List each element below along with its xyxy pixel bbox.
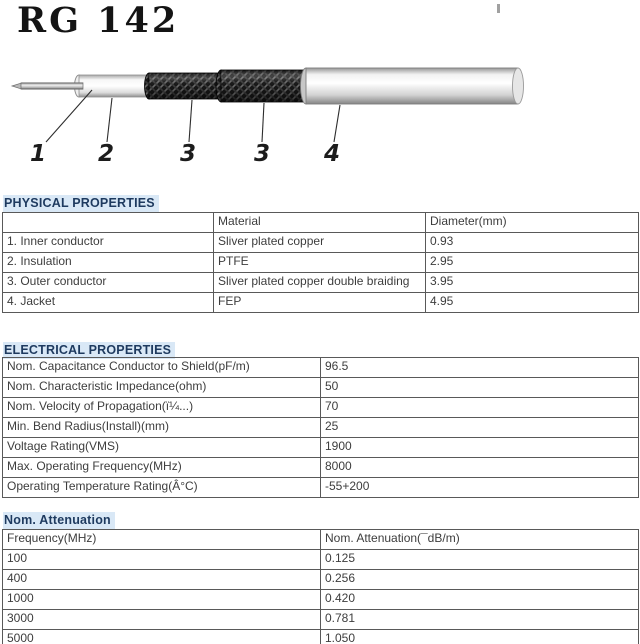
table-cell: 1. Inner conductor — [3, 233, 214, 253]
part-number-labels — [30, 141, 340, 167]
part-number-label: 3 — [254, 141, 271, 167]
table-header-cell: Diameter(mm) — [426, 213, 639, 233]
table-row — [3, 398, 639, 418]
table-row — [3, 418, 639, 438]
table-cell: Nom. Velocity of Propagation(ï¼...) — [3, 398, 321, 418]
cable-diagram — [0, 56, 640, 168]
table-header-row — [3, 530, 639, 550]
table-cell: 25 — [321, 418, 639, 438]
table-cell: -55+200 — [321, 478, 639, 498]
table-row — [3, 478, 639, 498]
table-row — [3, 358, 639, 378]
electrical-properties-table — [2, 357, 639, 498]
table-cell: 2. Insulation — [3, 253, 214, 273]
table-cell: Nom. Characteristic Impedance(ohm) — [3, 378, 321, 398]
table-cell: 0.93 — [426, 233, 639, 253]
table-header-row — [3, 213, 639, 233]
table-cell: 0.420 — [321, 590, 639, 610]
inner-conductor-graphic — [12, 83, 83, 89]
table-cell: 5000 — [3, 630, 321, 644]
table-cell: 0.781 — [321, 610, 639, 630]
table-cell: 3000 — [3, 610, 321, 630]
leader-line — [107, 98, 112, 142]
nom-attenuation-heading: Nom. Attenuation — [3, 512, 115, 529]
table-cell: 3.95 — [426, 273, 639, 293]
table-row — [3, 630, 639, 644]
table-row — [3, 550, 639, 570]
electrical-properties-heading: ELECTRICAL PROPERTIES — [3, 342, 175, 359]
leader-line — [46, 90, 92, 142]
table-row — [3, 293, 639, 313]
table-cell: 1000 — [3, 590, 321, 610]
insulation-graphic — [75, 75, 150, 97]
table-row — [3, 273, 639, 293]
table-cell: 3. Outer conductor — [3, 273, 214, 293]
table-header-cell: Frequency(MHz) — [3, 530, 321, 550]
table-header-cell — [3, 213, 214, 233]
table-cell: 1900 — [321, 438, 639, 458]
table-row — [3, 570, 639, 590]
leader-line — [334, 105, 340, 142]
stray-mark — [497, 4, 500, 13]
table-row — [3, 233, 639, 253]
table-cell: 2.95 — [426, 253, 639, 273]
table-cell: Sliver plated copper double braiding — [214, 273, 426, 293]
table-cell: Max. Operating Frequency(MHz) — [3, 458, 321, 478]
part-number-label: 1 — [30, 141, 47, 167]
part-number-label: 4 — [324, 141, 341, 167]
table-cell: 4.95 — [426, 293, 639, 313]
physical-properties-table — [2, 212, 639, 313]
table-cell: Min. Bend Radius(Install)(mm) — [3, 418, 321, 438]
part-number-label: 2 — [98, 141, 115, 167]
table-row — [3, 610, 639, 630]
leader-line — [262, 103, 264, 142]
table-row — [3, 253, 639, 273]
jacket-graphic — [301, 68, 524, 104]
table-header-cell: Nom. Attenuation(¯dB/m) — [321, 530, 639, 550]
table-cell: Nom. Capacitance Conductor to Shield(pF/m) — [3, 358, 321, 378]
page-title: RG 142 — [17, 0, 180, 41]
attenuation-table — [2, 529, 639, 644]
table-cell: Operating Temperature Rating(Â°C) — [3, 478, 321, 498]
braid-1-graphic — [145, 73, 221, 99]
table-cell: FEP — [214, 293, 426, 313]
table-cell: 1.050 — [321, 630, 639, 644]
table-row — [3, 590, 639, 610]
table-cell: 400 — [3, 570, 321, 590]
part-number-label: 3 — [180, 141, 197, 167]
table-cell: PTFE — [214, 253, 426, 273]
table-cell: 50 — [321, 378, 639, 398]
table-cell: 4. Jacket — [3, 293, 214, 313]
table-cell: 0.256 — [321, 570, 639, 590]
table-cell: 70 — [321, 398, 639, 418]
table-header-cell: Material — [214, 213, 426, 233]
table-row — [3, 438, 639, 458]
table-cell: 8000 — [321, 458, 639, 478]
table-cell: 100 — [3, 550, 321, 570]
table-row — [3, 458, 639, 478]
physical-properties-heading: PHYSICAL PROPERTIES — [3, 195, 159, 212]
table-cell: Sliver plated copper — [214, 233, 426, 253]
table-cell: Voltage Rating(VMS) — [3, 438, 321, 458]
leader-line — [189, 100, 192, 142]
table-cell: 0.125 — [321, 550, 639, 570]
table-row — [3, 378, 639, 398]
braid-2-graphic — [216, 70, 305, 102]
table-cell: 96.5 — [321, 358, 639, 378]
